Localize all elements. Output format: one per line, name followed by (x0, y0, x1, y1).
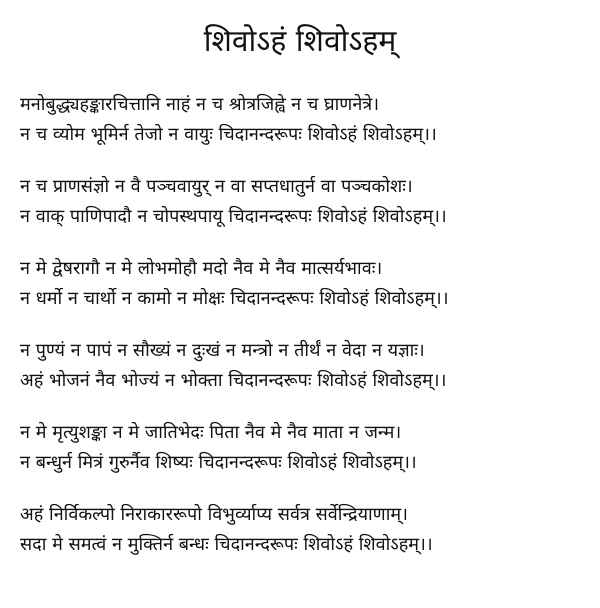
verse-line: न च प्राणसंज्ञो न वै पञ्चवायुर् न वा सप्तधातुर्न वा पञ्चकोशः। (20, 176, 413, 197)
verse-line: सदा मे समत्वं न मुक्तिर्न बन्धः चिदानन्दरूपः शिवोऽहं शिवोऽहम्।। (20, 534, 433, 555)
stanza-6 (20, 500, 595, 560)
stanza-2 (20, 172, 595, 232)
verse-line: न पुण्यं न पापं न सौख्यं न दुःखं न मन्त्रो न तीर्थं न वेदा न यज्ञाः। (20, 340, 425, 361)
verse-line: न च व्योम भूमिर्न तेजो न वायुः चिदानन्दरूपः शिवोऽहं शिवोऽहम्।। (20, 124, 437, 145)
verse-line: अहं भोजनं नैव भोज्यं न भोक्ता चिदानन्दरूपः शिवोऽहं शिवोऽहम्।। (20, 370, 447, 391)
stanza-1 (20, 90, 595, 150)
verse-line: न बन्धुर्न मित्रं गुरुर्नैव शिष्यः चिदानन्दरूपः शिवोऽहं शिवोऽहम्।। (20, 452, 417, 473)
verse-line: न वाक् पाणिपादौ न चोपस्थपायू चिदानन्दरूपः शिवोऽहं शिवोऽहम्।। (20, 206, 447, 227)
verse-line: न मे मृत्युशङ्का न मे जातिभेदः पिता नैव मे नैव माता न जन्म। (20, 422, 402, 443)
stanza-3 (20, 254, 595, 314)
verse-line: मनोबुद्ध्यहङ्कारचित्तानि नाहं न च श्रोत्रजिह्वे न च घ्राणनेत्रे। (20, 94, 380, 115)
stanza-5 (20, 418, 595, 478)
verse-body (20, 90, 595, 582)
verse-line: न मे द्वेषरागौ न मे लोभमोहौ मदो नैव मे नैव मात्सर्यभावः। (20, 258, 383, 279)
stanza-4 (20, 336, 595, 396)
verse-line: न धर्मो न चार्थो न कामो न मोक्षः चिदानन्दरूपः शिवोऽहं शिवोऽहम्।। (20, 288, 449, 309)
page-title: शिवोऽहं शिवोऽहम् (203, 24, 397, 59)
verse-line: अहं निर्विकल्पो निराकाररूपो विभुर्व्याप्य सर्वत्र सर्वेन्द्रियाणाम्। (20, 504, 408, 525)
